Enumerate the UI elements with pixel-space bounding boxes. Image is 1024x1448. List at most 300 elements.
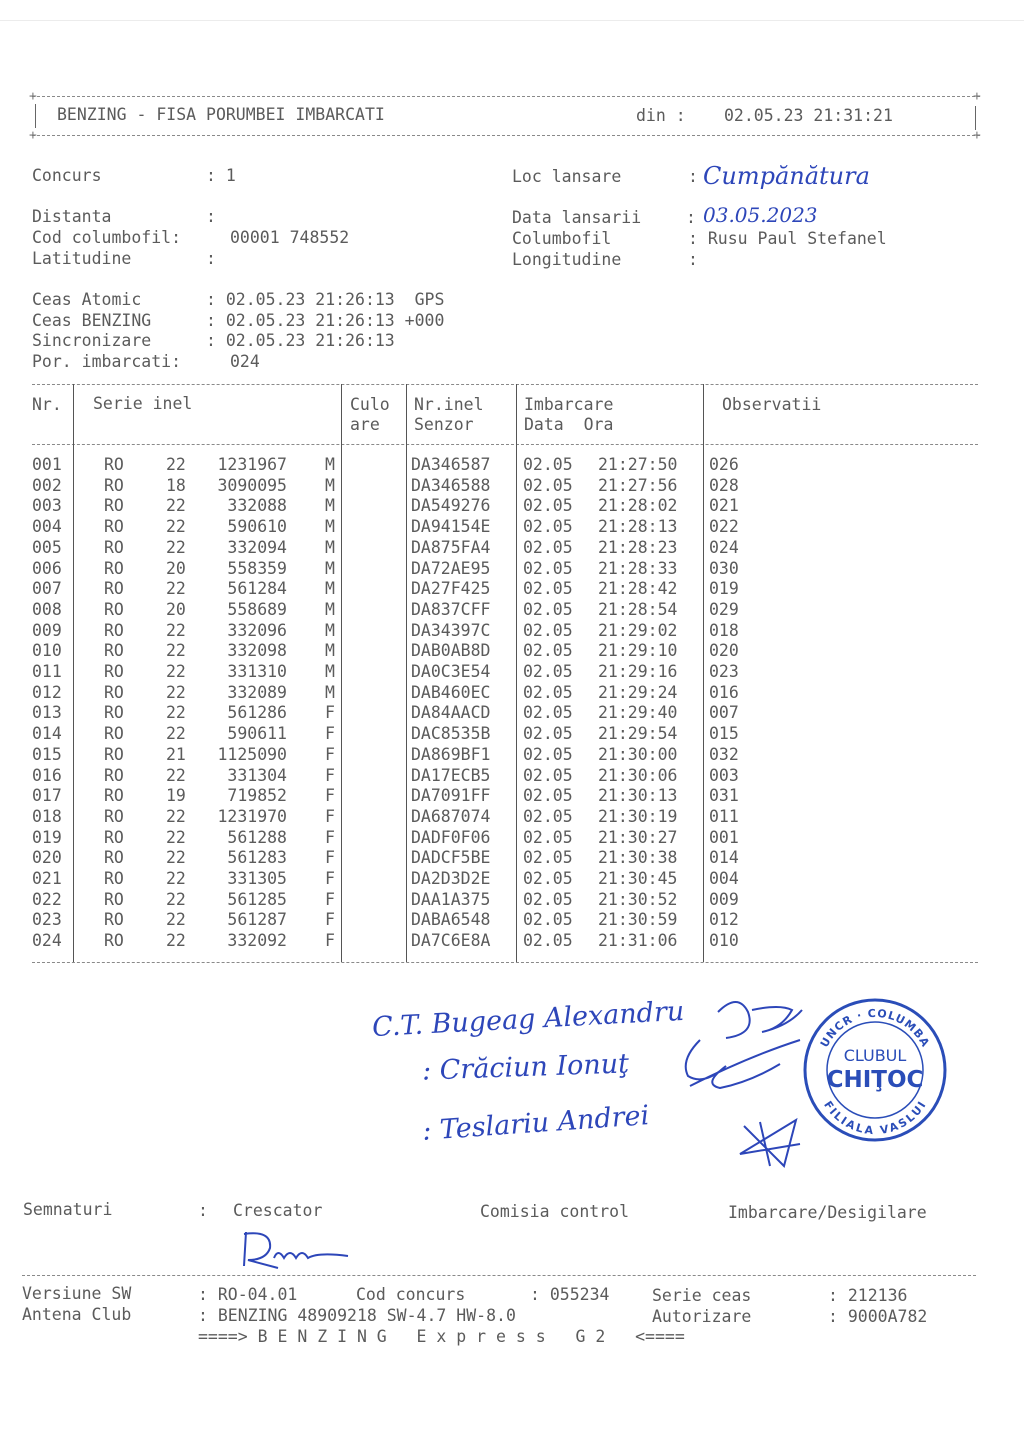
cell-obs: 019 [709, 579, 739, 599]
cell-nr: 015 [32, 744, 62, 764]
cell-data: 02.05 [523, 517, 573, 537]
table-top-border [32, 384, 978, 385]
distanta-value: : [206, 207, 216, 226]
cell-yy: 22 [166, 848, 186, 868]
header-top-border [32, 96, 980, 97]
cell-data: 02.05 [523, 724, 573, 744]
cell-cc: RO [104, 682, 124, 702]
table-row [0, 476, 1024, 497]
cell-yy: 20 [166, 599, 186, 619]
cell-yy: 22 [166, 724, 186, 744]
table-header-border [32, 444, 978, 445]
cell-nr: 016 [32, 765, 62, 785]
cell-obs: 007 [709, 703, 739, 723]
corner-plus: + [973, 89, 981, 104]
cell-sex: F [325, 827, 335, 847]
cell-ora: 21:30:45 [598, 869, 678, 888]
header-serie-inel: Serie inel [93, 394, 193, 413]
table-row [0, 621, 1024, 642]
concurs-label: Concurs [32, 166, 102, 185]
cell-ora: 21:27:56 [598, 475, 678, 495]
cell-data: 02.05 [523, 931, 573, 951]
cell-ora: 21:28:23 [598, 537, 678, 557]
cell-sex: F [325, 806, 335, 826]
corner-plus: + [29, 89, 37, 104]
cell-sex: M [325, 496, 335, 516]
cell-num: 558689 [227, 599, 287, 619]
table-row [0, 683, 1024, 704]
cell-data: 02.05 [523, 682, 573, 702]
cell-ora: 21:28:13 [598, 517, 678, 537]
cell-num: 3090095 [217, 475, 287, 495]
cell-obs: 032 [709, 744, 739, 764]
cell-cc: RO [104, 641, 124, 661]
table-row [0, 890, 1024, 911]
cell-obs: 001 [709, 827, 739, 847]
table-row [0, 828, 1024, 849]
cell-senzor: DA7091FF [411, 786, 491, 806]
cell-senzor: DADF0F06 [411, 827, 491, 847]
cell-num: 332089 [227, 682, 287, 702]
cell-sex: F [325, 869, 335, 888]
header-nr: Nr. [32, 395, 62, 414]
cell-sex: F [325, 889, 335, 909]
cell-nr: 003 [32, 496, 62, 516]
svg-text:CLUBUL: CLUBUL [843, 1046, 907, 1065]
cell-ora: 21:28:42 [598, 579, 678, 599]
din-value: 02.05.23 21:31:21 [724, 106, 893, 125]
cell-nr: 017 [32, 786, 62, 806]
cell-cc: RO [104, 537, 124, 557]
cell-num: 1231967 [217, 455, 287, 474]
table-row [0, 724, 1024, 745]
cell-sex: M [325, 620, 335, 640]
cell-ora: 21:29:02 [598, 620, 678, 640]
cell-sex: M [325, 641, 335, 661]
handwritten-member-2: : Crăciun Ionuţ [421, 1048, 630, 1087]
cell-yy: 22 [166, 703, 186, 723]
svg-text:CHIŢOC: CHIŢOC [826, 1067, 924, 1093]
cell-data: 02.05 [523, 558, 573, 578]
ceas-atomic-value: : 02.05.23 21:26:13 GPS [206, 290, 445, 309]
cell-cc: RO [104, 827, 124, 847]
cell-obs: 023 [709, 662, 739, 681]
cell-yy: 22 [166, 455, 186, 474]
loc-lansare-label: Loc lansare [512, 167, 622, 186]
semnaturi-sep: : [198, 1201, 208, 1220]
columbofil-value: : Rusu Paul Stefanel [688, 229, 887, 248]
cell-senzor: DA549276 [411, 496, 491, 516]
corner-plus: + [29, 128, 37, 143]
crescator-signature [236, 1228, 356, 1278]
cell-yy: 22 [166, 641, 186, 661]
cell-yy: 22 [166, 517, 186, 537]
table-row [0, 559, 1024, 580]
table-row [0, 786, 1024, 807]
cell-obs: 030 [709, 558, 739, 578]
table-row [0, 745, 1024, 766]
header-bottom-border [32, 135, 980, 136]
cell-ora: 21:29:54 [598, 724, 678, 744]
header-culoare-1: Culo [350, 395, 390, 414]
cell-num: 561284 [227, 579, 287, 599]
cell-obs: 012 [709, 910, 739, 930]
cell-nr: 012 [32, 682, 62, 702]
cell-cc: RO [104, 475, 124, 495]
cell-obs: 010 [709, 931, 739, 951]
data-lansarii-handwritten: 03.05.2023 [703, 203, 818, 227]
cell-ora: 21:29:10 [598, 641, 678, 661]
cell-sex: F [325, 786, 335, 806]
cell-obs: 018 [709, 620, 739, 640]
cell-cc: RO [104, 869, 124, 888]
handwritten-member-3: : Teslariu Andrei [421, 1100, 651, 1147]
cell-data: 02.05 [523, 910, 573, 930]
cell-obs: 009 [709, 889, 739, 909]
table-bottom-border [32, 962, 978, 963]
distanta-label: Distanta [32, 207, 112, 226]
sincronizare-value: : 02.05.23 21:26:13 [206, 331, 395, 350]
cell-nr: 022 [32, 889, 62, 909]
cell-senzor: DAB0AB8D [411, 641, 491, 661]
cell-yy: 19 [166, 786, 186, 806]
handwritten-member-1: C.T. Bugeag Alexandru [371, 995, 685, 1044]
cell-nr: 010 [32, 641, 62, 661]
cell-senzor: DA34397C [411, 620, 491, 640]
cell-ora: 21:31:06 [598, 931, 678, 951]
cell-data: 02.05 [523, 475, 573, 495]
cell-yy: 20 [166, 558, 186, 578]
cell-ora: 21:30:59 [598, 910, 678, 930]
ceas-benzing-label: Ceas BENZING [32, 311, 152, 330]
header-imbarcare-2: Data Ora [524, 415, 614, 434]
cell-senzor: DA72AE95 [411, 558, 491, 578]
cell-yy: 22 [166, 806, 186, 826]
cell-cc: RO [104, 579, 124, 599]
cod-concurs-value: : 055234 [530, 1285, 610, 1304]
cell-obs: 015 [709, 724, 739, 744]
cell-sex: F [325, 931, 335, 951]
cell-num: 590611 [227, 724, 287, 744]
cell-senzor: DA7C6E8A [411, 931, 491, 951]
cell-nr: 024 [32, 931, 62, 951]
cell-sex: M [325, 579, 335, 599]
table-row [0, 455, 1024, 476]
cell-nr: 020 [32, 848, 62, 868]
cell-sex: M [325, 475, 335, 495]
porumbei-imbarcati-value: 024 [230, 352, 260, 371]
cell-ora: 21:29:24 [598, 682, 678, 702]
cell-senzor: DA875FA4 [411, 537, 491, 557]
cell-data: 02.05 [523, 806, 573, 826]
brand-line: ====> B E N Z I N G E x p r e s s G 2 <==== [198, 1327, 685, 1346]
columbofil-label: Columbofil [512, 229, 612, 248]
cell-yy: 22 [166, 869, 186, 888]
serie-ceas-value: : 212136 [828, 1286, 908, 1305]
cell-yy: 22 [166, 579, 186, 599]
cell-cc: RO [104, 662, 124, 681]
cell-nr: 004 [32, 517, 62, 537]
latitudine-value: : [206, 249, 216, 268]
table-row [0, 600, 1024, 621]
cell-senzor: DA837CFF [411, 599, 491, 619]
cell-senzor: DA869BF1 [411, 744, 491, 764]
cell-cc: RO [104, 806, 124, 826]
cell-num: 332096 [227, 620, 287, 640]
cell-nr: 019 [32, 827, 62, 847]
comisia-control-label: Comisia control [480, 1202, 630, 1221]
cell-obs: 026 [709, 455, 739, 474]
cell-obs: 014 [709, 848, 739, 868]
cell-num: 331305 [227, 869, 287, 888]
svg-text:FILIALA VASLUI: FILIALA VASLUI [821, 1098, 930, 1138]
cell-yy: 22 [166, 496, 186, 516]
cell-obs: 020 [709, 641, 739, 661]
cell-nr: 007 [32, 579, 62, 599]
cell-num: 331310 [227, 662, 287, 681]
table-row [0, 848, 1024, 869]
cell-yy: 22 [166, 827, 186, 847]
cell-yy: 18 [166, 475, 186, 495]
serie-ceas-label: Serie ceas [652, 1286, 752, 1305]
cell-cc: RO [104, 910, 124, 930]
cell-data: 02.05 [523, 496, 573, 516]
cell-senzor: DA17ECB5 [411, 765, 491, 785]
cell-ora: 21:27:50 [598, 455, 678, 474]
cell-senzor: DA84AACD [411, 703, 491, 723]
cell-cc: RO [104, 496, 124, 516]
cell-nr: 006 [32, 558, 62, 578]
cell-data: 02.05 [523, 827, 573, 847]
svg-text:UNCR · COLUMBA: UNCR · COLUMBA [817, 1006, 933, 1050]
cell-senzor: DAA1A375 [411, 889, 491, 909]
antena-club-value: : BENZING 48909218 SW-4.7 HW-8.0 [198, 1306, 516, 1325]
cell-senzor: DAC8535B [411, 724, 491, 744]
concurs-value: : 1 [206, 166, 236, 185]
cell-data: 02.05 [523, 703, 573, 723]
cell-data: 02.05 [523, 579, 573, 599]
document-title: BENZING - FISA PORUMBEI IMBARCATI [57, 105, 385, 124]
cell-data: 02.05 [523, 620, 573, 640]
cell-cc: RO [104, 620, 124, 640]
cell-yy: 22 [166, 662, 186, 681]
cell-sex: M [325, 599, 335, 619]
cell-yy: 22 [166, 910, 186, 930]
cell-num: 719852 [227, 786, 287, 806]
cell-cc: RO [104, 724, 124, 744]
cell-ora: 21:29:16 [598, 662, 678, 681]
table-row [0, 869, 1024, 890]
header-nr-inel-1: Nr.inel [414, 395, 484, 414]
cell-data: 02.05 [523, 848, 573, 868]
cell-data: 02.05 [523, 662, 573, 681]
cell-nr: 001 [32, 455, 62, 474]
latitudine-label: Latitudine [32, 249, 132, 268]
cell-sex: M [325, 455, 335, 474]
cell-nr: 005 [32, 537, 62, 557]
cell-num: 561287 [227, 910, 287, 930]
cell-sex: F [325, 848, 335, 868]
cell-cc: RO [104, 931, 124, 951]
cell-num: 332094 [227, 537, 287, 557]
table-row [0, 641, 1024, 662]
cell-sex: F [325, 910, 335, 930]
cell-nr: 011 [32, 662, 62, 681]
cell-senzor: DA687074 [411, 806, 491, 826]
cell-senzor: DAB460EC [411, 682, 491, 702]
cell-sex: M [325, 682, 335, 702]
cell-nr: 014 [32, 724, 62, 744]
cell-senzor: DADCF5BE [411, 848, 491, 868]
cell-num: 561286 [227, 703, 287, 723]
cell-cc: RO [104, 517, 124, 537]
cell-yy: 22 [166, 765, 186, 785]
cell-nr: 018 [32, 806, 62, 826]
longitudine-value: : [688, 250, 698, 269]
cell-cc: RO [104, 599, 124, 619]
cell-cc: RO [104, 765, 124, 785]
cell-senzor: DA0C3E54 [411, 662, 491, 681]
cell-ora: 21:30:52 [598, 889, 678, 909]
semnaturi-label: Semnaturi [23, 1200, 113, 1219]
scan-edge-line [0, 20, 1024, 21]
cell-data: 02.05 [523, 599, 573, 619]
cell-senzor: DABA6548 [411, 910, 491, 930]
table-row [0, 931, 1024, 952]
cell-yy: 21 [166, 744, 186, 764]
crescator-label: Crescator [233, 1201, 323, 1220]
cell-yy: 22 [166, 931, 186, 951]
table-row [0, 579, 1024, 600]
cell-data: 02.05 [523, 786, 573, 806]
ceas-atomic-label: Ceas Atomic [32, 290, 142, 309]
cell-num: 1231970 [217, 806, 287, 826]
cell-senzor: DA346588 [411, 475, 491, 495]
cod-columbofil-value: 00001 748552 [230, 228, 350, 247]
autorizare-value: : 9000A782 [828, 1307, 928, 1326]
cell-senzor: DA27F425 [411, 579, 491, 599]
cell-obs: 031 [709, 786, 739, 806]
cell-sex: M [325, 537, 335, 557]
cod-columbofil-label: Cod columbofil: [32, 228, 182, 247]
cell-nr: 002 [32, 475, 62, 495]
cell-senzor: DA2D3D2E [411, 869, 491, 888]
table-row [0, 703, 1024, 724]
antena-club-label: Antena Club [22, 1305, 132, 1324]
cell-ora: 21:28:33 [598, 558, 678, 578]
autorizare-label: Autorizare [652, 1307, 752, 1326]
cell-cc: RO [104, 889, 124, 909]
header-observatii: Observatii [722, 395, 822, 414]
cell-ora: 21:30:27 [598, 827, 678, 847]
cell-cc: RO [104, 455, 124, 474]
cell-senzor: DA94154E [411, 517, 491, 537]
cell-data: 02.05 [523, 744, 573, 764]
table-row [0, 766, 1024, 787]
cell-nr: 013 [32, 703, 62, 723]
cell-yy: 22 [166, 889, 186, 909]
table-row [0, 496, 1024, 517]
cell-ora: 21:30:06 [598, 765, 678, 785]
cell-data: 02.05 [523, 641, 573, 661]
cell-sex: M [325, 662, 335, 681]
cell-data: 02.05 [523, 889, 573, 909]
cell-cc: RO [104, 848, 124, 868]
cell-sex: M [325, 517, 335, 537]
cell-ora: 21:28:02 [598, 496, 678, 516]
versiune-sw-value: : RO-04.01 [198, 1285, 298, 1304]
cell-sex: F [325, 744, 335, 764]
porumbei-imbarcati-label: Por. imbarcati: [32, 352, 182, 371]
cell-sex: F [325, 765, 335, 785]
cell-num: 561283 [227, 848, 287, 868]
cell-num: 332092 [227, 931, 287, 951]
cell-num: 558359 [227, 558, 287, 578]
header-nr-inel-2: Senzor [414, 415, 474, 434]
header-right-bar [975, 106, 976, 130]
table-row [0, 910, 1024, 931]
cell-senzor: DA346587 [411, 455, 491, 474]
cell-ora: 21:28:54 [598, 599, 678, 619]
cell-num: 561285 [227, 889, 287, 909]
header-culoare-2: are [350, 415, 380, 434]
cell-cc: RO [104, 558, 124, 578]
cell-data: 02.05 [523, 455, 573, 474]
cell-data: 02.05 [523, 869, 573, 888]
footer-divider [22, 1275, 976, 1276]
cell-cc: RO [104, 786, 124, 806]
loc-lansare-sep: : [688, 167, 698, 186]
table-row [0, 538, 1024, 559]
cell-ora: 21:30:00 [598, 744, 678, 764]
cell-yy: 22 [166, 682, 186, 702]
cell-sex: F [325, 703, 335, 723]
ceas-benzing-value: : 02.05.23 21:26:13 +000 [206, 311, 445, 330]
sincronizare-label: Sincronizare [32, 331, 152, 350]
cell-cc: RO [104, 744, 124, 764]
cell-obs: 024 [709, 537, 739, 557]
data-lansarii-sep: : [686, 208, 696, 227]
corner-plus: + [973, 128, 981, 143]
cell-obs: 011 [709, 806, 739, 826]
cell-num: 332098 [227, 641, 287, 661]
cell-obs: 004 [709, 869, 739, 888]
table-row [0, 662, 1024, 683]
versiune-sw-label: Versiune SW [22, 1284, 132, 1303]
cell-ora: 21:29:40 [598, 703, 678, 723]
longitudine-label: Longitudine [512, 250, 622, 269]
loc-lansare-handwritten: Cumpănătura [703, 162, 870, 190]
cell-yy: 22 [166, 620, 186, 640]
cell-yy: 22 [166, 537, 186, 557]
cell-obs: 016 [709, 682, 739, 702]
cell-num: 331304 [227, 765, 287, 785]
cell-nr: 008 [32, 599, 62, 619]
din-label: din : [636, 106, 686, 125]
cell-ora: 21:30:19 [598, 806, 678, 826]
table-row [0, 517, 1024, 538]
data-lansarii-label: Data lansarii [512, 208, 642, 227]
cell-num: 1125090 [217, 744, 287, 764]
cell-cc: RO [104, 703, 124, 723]
cell-obs: 028 [709, 475, 739, 495]
cell-nr: 023 [32, 910, 62, 930]
cell-nr: 021 [32, 869, 62, 888]
cell-ora: 21:30:38 [598, 848, 678, 868]
cell-num: 561288 [227, 827, 287, 847]
cell-sex: M [325, 558, 335, 578]
header-left-bar [35, 104, 36, 128]
